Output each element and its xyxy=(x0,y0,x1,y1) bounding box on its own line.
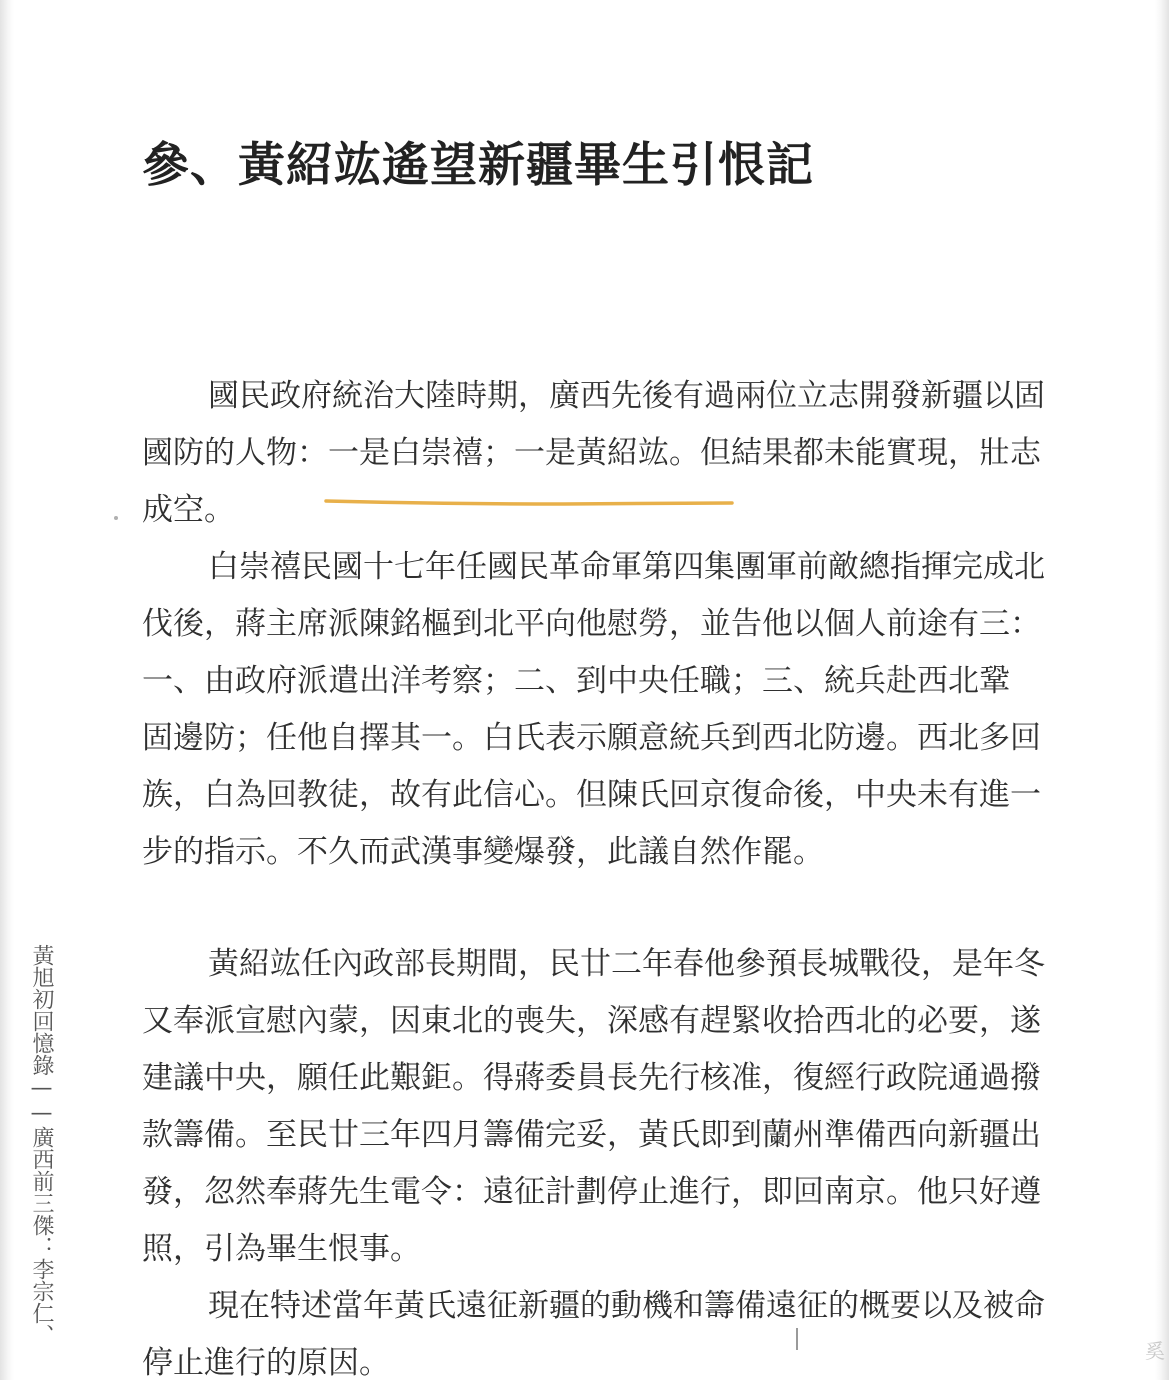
page-left-edge xyxy=(0,0,14,1380)
chapter-title: 參、黃紹竑遙望新疆畢生引恨記 xyxy=(142,138,814,193)
paragraph-2-line-5: 族，白為回教徒，故有此信心。但陳氏回京復命後，中央未有進一 xyxy=(142,777,1041,813)
watermark-glyph: 奚 xyxy=(1145,1339,1165,1363)
paragraph-2-line-4: 固邊防；任他自擇其一。白氏表示願意統兵到西北防邊。西北多回 xyxy=(142,720,1041,756)
paragraph-3-line-5: 發，忽然奉蔣先生電令：遠征計劃停止進行，即回南京。他只好遵 xyxy=(142,1174,1041,1210)
paragraph-2-line-2: 伐後，蔣主席派陳銘樞到北平向他慰勞，並告他以個人前途有三： xyxy=(142,606,1041,642)
paragraph-2-line-3: 一、由政府派遣出洋考察；二、到中央任職；三、統兵赴西北鞏 xyxy=(142,663,1010,699)
paragraph-1-line-2: 國防的人物：一是白崇禧；一是黃紹竑。但結果都未能實現，壯志 xyxy=(142,435,1041,471)
paragraph-1-line-3: 成空。 xyxy=(142,492,235,528)
paragraph-1-line-1: 國民政府統治大陸時期，廣西先後有過兩位立志開發新疆以固 xyxy=(208,378,1045,414)
highlight-underline xyxy=(324,497,734,507)
paragraph-3-line-1: 黃紹竑任內政部長期間，民廿二年春他參預長城戰役，是年冬 xyxy=(208,946,1045,982)
running-head-vertical: 黃旭初回憶錄——廣西前三傑：李宗仁、 xyxy=(29,944,54,1346)
scan-mark xyxy=(796,1328,798,1350)
paragraph-3-line-3: 建議中央，願任此艱鉅。得蔣委員長先行核准，復經行政院通過撥 xyxy=(142,1060,1041,1096)
paragraph-3-line-2: 又奉派宣慰內蒙，因東北的喪失，深感有趕緊收拾西北的必要，遂 xyxy=(142,1003,1041,1039)
paragraph-2-line-6: 步的指示。不久而武漢事變爆發，此議自然作罷。 xyxy=(142,834,824,870)
paragraph-4-line-1: 現在特述當年黃氏遠征新疆的動機和籌備遠征的概要以及被命 xyxy=(208,1288,1045,1324)
scan-speck xyxy=(114,516,118,520)
paragraph-4-line-2: 停止進行的原因。 xyxy=(142,1345,390,1380)
paragraph-2-line-1: 白崇禧民國十七年任國民革命軍第四集團軍前敵總指揮完成北 xyxy=(208,549,1045,585)
paragraph-3-line-4: 款籌備。至民廿三年四月籌備完妥，黃氏即到蘭州準備西向新疆出 xyxy=(142,1117,1041,1153)
document-page xyxy=(14,0,1155,1380)
paragraph-3-line-6: 照，引為畢生恨事。 xyxy=(142,1231,421,1267)
page-right-edge xyxy=(1155,0,1169,1380)
